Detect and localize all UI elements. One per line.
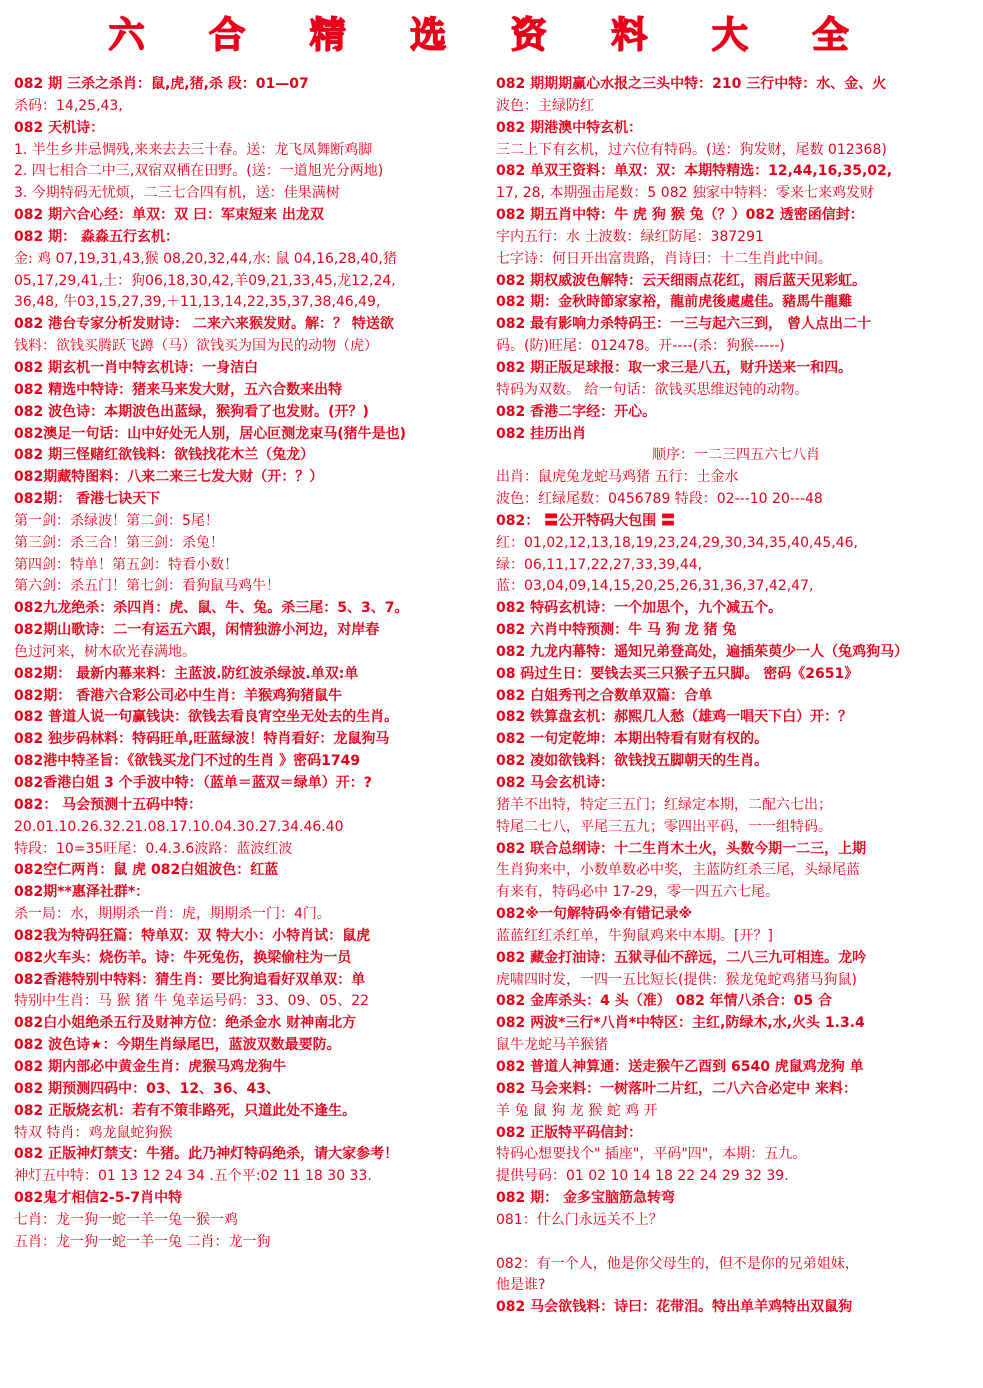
section-heading-line: 082： 马会预测十五码中特： [14, 796, 203, 813]
section-heading-line: 082鬼才相信2-5-7肖中特 [14, 1190, 183, 1207]
section-heading-line: 082 香港二字经：开心。 [496, 403, 657, 420]
section-heading-line: 082 最有影响力杀特码王：一三与起六三到， 曾人点出二十 [496, 316, 871, 333]
section-heading-line: 082澳足一句话：山中好处无人别，居心叵测龙束马(猪牛是也) [14, 425, 407, 442]
text-line: 082：有一个人，他是你父母生的，但不是你的兄弟姐妹， [496, 1255, 859, 1272]
text-line: 色过河来，树木砍光春满地。 [14, 643, 196, 660]
section-heading-line: 082 马会玄机诗： [496, 775, 615, 791]
text-line: 三二上下有玄机，过六位有特码。(送：狗发财，尾数 012368) [496, 141, 887, 158]
section-heading-line: 082 期 三杀之杀肖：鼠,虎,猪,杀 段：01—07 [14, 76, 309, 92]
text-line: 特段：10=35旺尾：0.4.3.6波路：蓝波红波 [14, 840, 293, 857]
section-heading-line: 082 联合总纲诗：十二生肖木土火，头数今期一二三，上期 [496, 840, 867, 857]
section-heading-line: 082※一句解特码※有错记录※ [496, 906, 693, 923]
section-heading-line: 082空仁两肖：鼠 虎 082白姐波色：红蓝 [14, 862, 279, 879]
text-line: 1. 半生乡井忌惆残,来来去去三十春。送：龙飞凤舞断鸡脚 [14, 141, 373, 158]
section-heading-line: 082 正版烧玄机：若有不策非路死，只道此处不逢生。 [14, 1102, 357, 1119]
text-line: 出肖：鼠虎兔龙蛇马鸡猪 五行：土金水 [496, 469, 739, 486]
text-line: 码。(防)旺尾：012478。开----(杀：狗猴-----) [496, 338, 785, 355]
text-line: 七肖：龙一狗一蛇一羊一兔一猴一鸡 [14, 1211, 238, 1228]
text-line: 特码心想要找个" 插座"，平码"四"，本期：五九。 [496, 1146, 807, 1163]
text-line: 波色：红绿尾数：0456789 特段：02---10 20---48 [496, 491, 823, 508]
section-heading-line: 082 白姐秀刊之合数单双篇：合单 [496, 687, 713, 704]
section-heading-line: 082 特码玄机诗：一个加思个，九个减五个。 [496, 600, 783, 617]
section-heading-line: 082港中特圣旨：《欲钱买龙门不过的生肖 》密码1749 [14, 753, 361, 770]
section-heading-line: 082 挂历出肖 [496, 425, 587, 442]
section-heading-line: 082 藏金打油诗：五狱寻仙不辞远，二八三九可相连。龙吟 [496, 949, 867, 966]
section-heading-line: 082 期正版足球报：取一求三是八五，财升送来一和四。 [496, 359, 853, 376]
text-line: 宇内五行：水 土波数：绿红防尾：387291 [496, 228, 764, 245]
section-heading-line: 082： 〓公开特码大包围 〓 [496, 512, 675, 529]
section-heading-line: 082 期： 金多宝脑筋急转弯 [496, 1190, 675, 1207]
section-heading-line: 082九龙绝杀：杀四肖：虎、鼠、牛、兔。杀三尾：5、3、7。 [14, 600, 409, 617]
section-heading-line: 082 期权威波色解特：云天细雨点花红，雨后蓝天见彩虹。 [496, 272, 867, 289]
text-line: 第六剑：杀五门！第七剑：看狗鼠马鸡牛！ [14, 578, 280, 595]
section-heading-line: 082白小姐绝杀五行及财神方位：绝杀金水 财神南北方 [14, 1015, 357, 1032]
section-heading-line: 082 正版神灯禁支：牛猪。此乃神灯特码绝杀，请大家参考！ [14, 1146, 399, 1163]
text-line: 第三剑：杀三合！第三剑：杀兔！ [14, 534, 224, 551]
text-line: 羊 兔 鼠 狗 龙 猴 蛇 鸡 开 [496, 1102, 658, 1119]
text-line: 3. 今期特码无忧烦，二三七合四有机，送：佳果满树 [14, 185, 340, 202]
section-heading-line: 082期藏特图料：八来二来三七发大财（开：？） [14, 469, 324, 486]
section-heading-line: 082 普道人神算通：送走猴午乙酉到 6540 虎鼠鸡龙狗 单 [496, 1058, 864, 1075]
text-line: 第四剑：特单！第五剑：特看小数！ [14, 556, 238, 573]
section-heading-line: 082期： 香港六合彩公司必中生肖：羊猴鸡狗猪鼠牛 [14, 687, 343, 704]
section-heading-line: 082 期六合心经：单双：双 曰：军束短来 出龙双 [14, 207, 324, 224]
text-line: 神灯五中特：01 13 12 24 34 .五个平:02 11 18 30 33. [14, 1168, 372, 1185]
section-heading-line: 082 铁算盘玄机：郝熙几人愁（雄鸡一唱天下白）开：？ [496, 709, 853, 726]
text-line: 五肖：龙一狗一蛇一羊一兔 二肖：龙一狗 [14, 1233, 271, 1250]
text-line: 提供号码：01 02 10 14 18 22 24 29 32 39. [496, 1168, 789, 1185]
text-line: 顺序：一二三四五六七八肖 [652, 447, 820, 464]
text-line: 第一剑：杀绿波！第二剑：5尾！ [14, 512, 219, 529]
section-heading-line: 082 精选中特诗：猪来马来发大财，五六合数来出特 [14, 381, 343, 398]
section-heading-line: 08 码过生日：要钱去买三只猴子五只脚。 密码《2651》 [496, 665, 859, 682]
section-heading-line: 082期： 最新内幕来料：主蓝波.防红波杀绿波.单双:单 [14, 665, 359, 682]
text-line: 猪羊不出特，特定三五门；红绿定本期，二配六七出； [496, 796, 832, 813]
text-line: 虎啸四时发，一四一五比短长(提供：猴龙兔蛇鸡猪马狗鼠) [496, 971, 857, 988]
text-line: 05,17,29,41,土：狗06,18,30,42,羊09,21,33,45,龙12,24, [14, 272, 396, 289]
text-line: 20.01.10.26.32.21.08.17.10.04.30.27.34.46.40 [14, 818, 344, 835]
section-heading-line: 082 一句定乾坤：本期出特看有财有权的。 [496, 731, 769, 748]
section-heading-line: 082 期期期赢心水报之三头中特：210 三行中特：水、金、火 [496, 76, 887, 92]
text-line: 杀码：14,25,43, [14, 97, 123, 114]
section-heading-line: 082火车头：烧伤羊。诗：牛死兔伤，换梁偷柱为一员 [14, 949, 352, 966]
section-heading-line: 082 期玄机一肖中特玄机诗：一身洁白 [14, 359, 259, 376]
section-heading-line: 082 期五肖中特：牛 虎 狗 猴 兔（？）082 透密函信封： [496, 207, 864, 224]
section-heading-line: 082 两波*三行*八肖*中特区：主红,防绿木,水,火头 1.3.4 [496, 1015, 865, 1032]
section-heading-line: 082 金库杀头：4 头（准） 082 年情八杀合：05 合 [496, 993, 833, 1010]
text-line: 七字诗：何日开出富贵路，肖诗曰：十二生肖此中间。 [496, 250, 832, 267]
section-heading-line: 082 波色诗★：今期生肖绿尾巴，蓝波双数最要防。 [14, 1037, 341, 1054]
section-heading-line: 082 普道人说一句赢钱诀：欲钱去看良宵空坐无处去的生肖。 [14, 709, 399, 726]
section-heading-line: 082 期内部必中黄金生肖：虎猴马鸡龙狗牛 [14, 1058, 287, 1075]
section-heading-line: 082我为特码狂篇：特单双：双 特大小：小特肖试：鼠虎 [14, 927, 371, 944]
section-heading-line: 082 期：金秋時節家家裕，龍前虎後處處佳。豬馬牛龍雞 [496, 294, 853, 311]
section-heading-line: 082期山歌诗：二一有运五六跟，闲情独游小河边，对岸春 [14, 622, 380, 639]
section-heading-line: 082 期预测四码中：03、12、36、43、 [14, 1080, 281, 1097]
section-heading-line: 082 期港澳中特玄机： [496, 119, 643, 136]
text-line: 鼠牛龙蛇马羊猴猪 [496, 1037, 608, 1054]
text-line: 17, 28, 本期强击尾数：5 082 独家中特料：零来七来鸡发财 [496, 185, 874, 202]
text-line: 钱料：欲钱买腾跃飞蹲（马）欲钱买为国为民的动物（虎） [14, 338, 378, 355]
text-line: 绿：06,11,17,22,27,33,39,44, [496, 556, 703, 573]
text-line: 特码为双数。 给一句话：欲钱买思维迟钝的动物。 [496, 381, 809, 398]
section-heading-line: 082香港特别中特料：猜生肖：要比狗追看好双单双：单 [14, 971, 366, 988]
section-heading-line: 082 天机诗： [14, 119, 105, 136]
section-heading-line: 082 九龙内幕特：遥知兄弟登高处，遍插茱萸少一人（兔鸡狗马） [496, 643, 909, 660]
text-line: 红：01,02,12,13,18,19,23,24,29,30,34,35,40,45,46, [496, 534, 858, 551]
section-heading-line: 082 单双王资料：单双：双：本期特精选：12,44,16,35,02, [496, 163, 893, 180]
section-heading-line: 082 凌如欲钱料：欲钱找五脚朝天的生肖。 [496, 753, 769, 770]
section-heading-line: 082 马会来料：一树落叶二片红，二八六合必定中 来料： [496, 1080, 857, 1097]
left-column [14, 74, 492, 1254]
text-line: 有来有，特码必中 17-29，零一四五六七尾。 [496, 884, 780, 901]
section-heading-line: 082香港白姐 3 个手波中特：（蓝单＝蓝双＝绿单）开：? [14, 775, 372, 791]
section-heading-line: 082 正版特平码信封： [496, 1124, 643, 1141]
section-heading-line: 082 独步码林料：特码旺单,旺蓝绿波！特肖看好：龙鼠狗马 [14, 731, 390, 748]
text-line: 081：什么门永远关不上？ [496, 1211, 663, 1228]
text-line: 特别中生肖：马 猴 猪 牛 兔幸运号码：33、09、05、22 [14, 993, 370, 1010]
text-line [496, 1232, 976, 1254]
text-line: 36,48, 牛03,15,27,39,＋11,13,14,22,35,37,38,46,49, [14, 294, 381, 311]
text-line: 2. 四七相合二中三,双宿双栖在田野。(送：一道旭光分两地) [14, 163, 384, 180]
right-column [496, 74, 976, 1319]
text-line: 波色：主绿防红 [496, 97, 594, 114]
text-line: 蓝蓝红红杀红单，牛狗鼠鸡来中本期。[开？] [496, 927, 773, 944]
text-line: 蓝：03,04,09,14,15,20,25,26,31,36,37,42,47, [496, 578, 814, 595]
section-heading-line: 082 期三怪赌红欲钱料：欲钱找花木兰（兔龙） [14, 447, 315, 464]
section-heading-line: 082 港台专家分析发财诗： 二来六来猴发财。解：？ 特送欲 [14, 316, 394, 333]
text-line: 特尾二七八，平尾三五九；零四出平码，一一组特码。 [496, 818, 832, 835]
section-heading-line: 082 波色诗：本期波色出蓝绿，猴狗看了也发财。(开？) [14, 403, 369, 420]
section-heading-line: 082 期： 淼淼五行玄机： [14, 228, 179, 245]
section-heading-line: 082 六肖中特预测：牛 马 狗 龙 猪 兔 [496, 622, 737, 639]
text-line: 特双 特肖：鸡龙鼠蛇狗猴 [14, 1124, 173, 1141]
section-heading-line: 082期**惠泽社群*： [14, 884, 150, 901]
text-line: 他是谁? [496, 1277, 546, 1294]
section-heading-line: 082期： 香港七诀天下 [14, 491, 161, 508]
text-line: 生肖狗来中，小数单数必中奖，主蓝防红杀三尾，头绿尾蓝 [496, 862, 860, 879]
text-line: 金: 鸡 07,19,31,43,猴 08,20,32,44,水: 鼠 04,16,28,40,猪 [14, 250, 397, 267]
section-heading-line: 082 马会欲钱料：诗曰：花带泪。特出单羊鸡特出双鼠狗 [496, 1299, 853, 1316]
page-title: 六 合 精 选 资 料 大 全 [108, 15, 875, 56]
text-line: 杀一局：水，期期杀一肖：虎，期期杀一门：4门。 [14, 906, 331, 923]
